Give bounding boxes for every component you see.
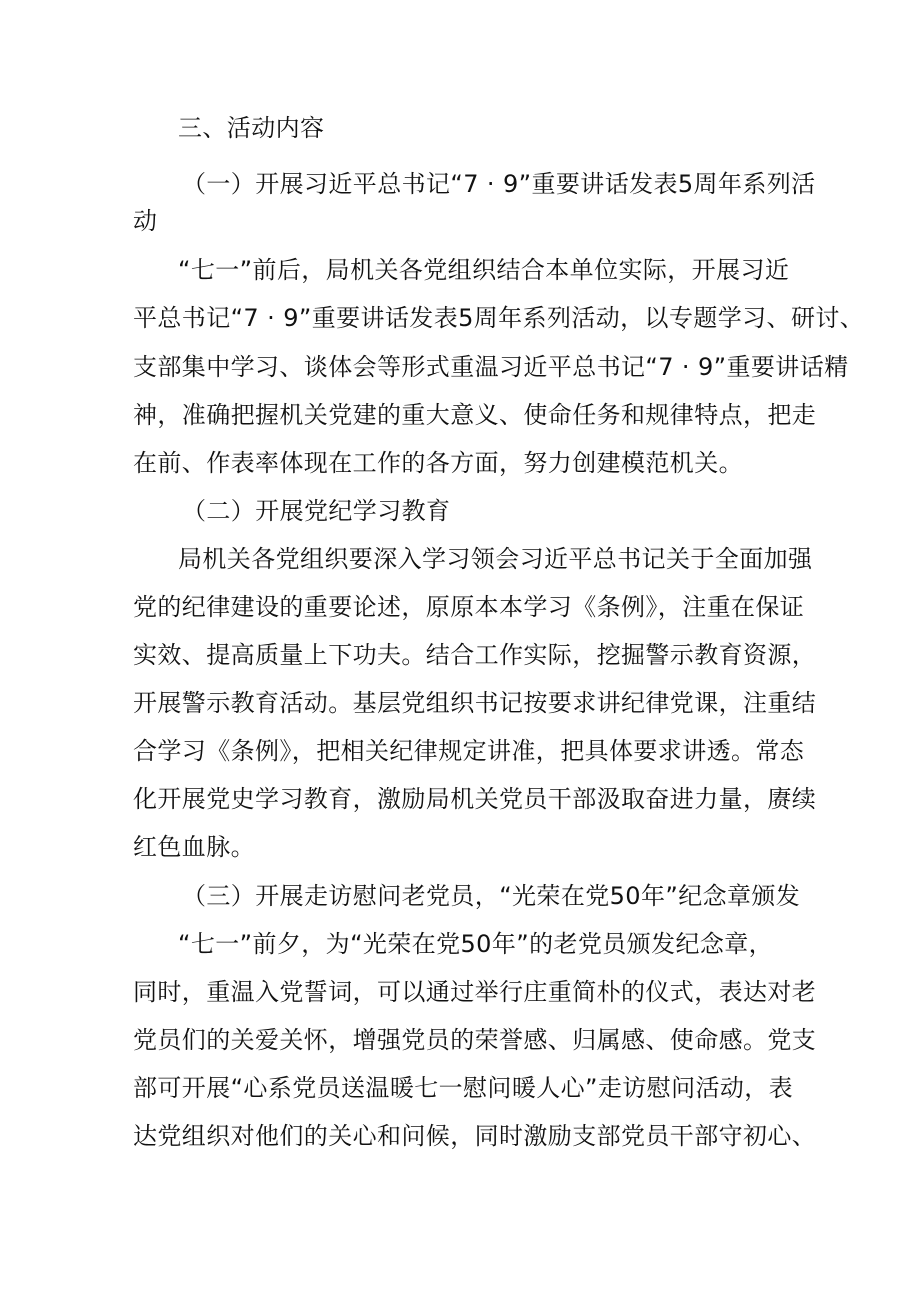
subsection-2-paragraph-line: 党的纪律建设的重要论述，原原本本学习《条例》，注重在保证	[133, 593, 805, 621]
subsection-2-paragraph-line: 合学习《条例》，把相关纪律规定讲准，把具体要求讲透。常态	[133, 737, 805, 765]
subsection-3-paragraph-line: 达党组织对他们的关心和问候，同时激励支部党员干部守初心、	[133, 1122, 817, 1150]
section-heading: 三、活动内容	[178, 114, 325, 142]
subsection-3-paragraph-line: 部可开展“心系党员送温暖七一慰问暖人心”走访慰问活动，表	[133, 1074, 794, 1102]
subsection-2-paragraph-line: 开展警示教育活动。基层党组织书记按要求讲纪律党课，注重结	[133, 689, 817, 717]
subsection-3-title: （三）开展走访慰问老党员，“光荣在党50年”纪念章颁发	[182, 882, 801, 910]
subsection-1-paragraph-line: 平总书记“7 · 9”重要讲话发表5周年系列活动，以专题学习、研讨、	[133, 304, 865, 332]
subsection-2-paragraph-line: 化开展党史学习教育，激励局机关党员干部汲取奋进力量，赓续	[133, 785, 817, 813]
subsection-1-paragraph-line: 在前、作表率体现在工作的各方面，努力创建模范机关。	[133, 449, 743, 477]
subsection-1-title-line-2: 动	[133, 207, 158, 235]
subsection-2-paragraph-line: 实效、提高质量上下功夫。结合工作实际，挖掘警示教育资源，	[133, 641, 817, 669]
subsection-1-paragraph-line: 支部集中学习、谈体会等形式重温习近平总书记“7 · 9”重要讲话精	[133, 353, 849, 381]
subsection-1-paragraph-line: 神，准确把握机关党建的重大意义、使命任务和规律特点，把走	[133, 401, 817, 429]
subsection-1-paragraph-line: “七一”前后，局机关各党组织结合本单位实际，开展习近	[178, 256, 790, 284]
subsection-3-paragraph-line: 党员们的关爱关怀，增强党员的荣誉感、归属感、使命感。党支	[133, 1026, 817, 1054]
subsection-2-paragraph-line: 局机关各党组织要深入学习领会习近平总书记关于全面加强	[178, 545, 813, 573]
subsection-1-title-line-1: （一）开展习近平总书记“7 · 9”重要讲话发表5周年系列活	[182, 170, 816, 198]
subsection-3-paragraph-line: “七一”前夕，为“光荣在党50年”的老党员颁发纪念章，	[178, 930, 774, 958]
subsection-3-paragraph-line: 同时，重温入党誓词，可以通过举行庄重简朴的仪式，表达对老	[133, 978, 817, 1006]
subsection-2-title: （二）开展党纪学习教育	[182, 497, 451, 525]
subsection-2-paragraph-line: 红色血脉。	[133, 833, 255, 861]
